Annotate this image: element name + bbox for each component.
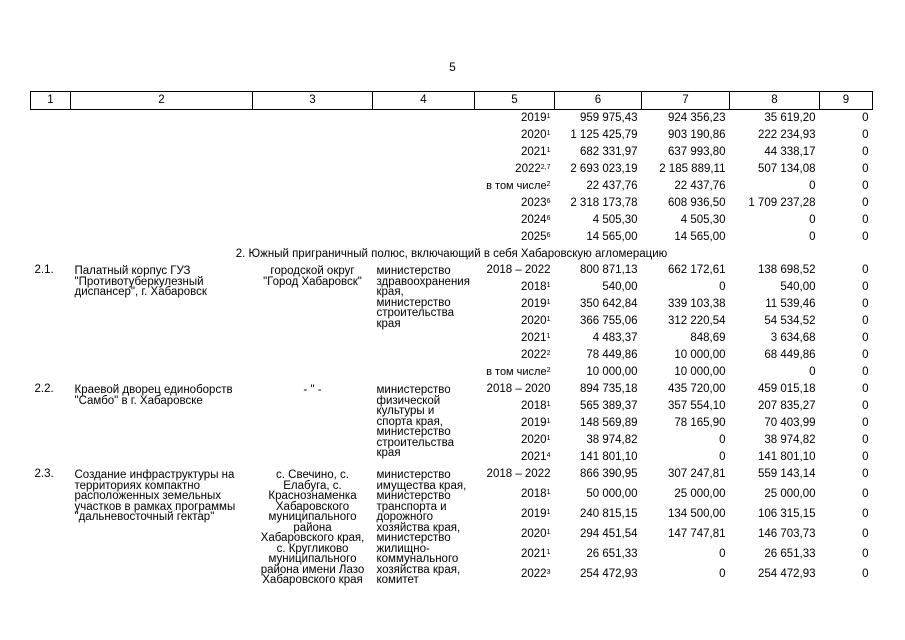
year-cell	[475, 313, 555, 330]
value-cell-v6: 565 389,37	[579, 400, 638, 412]
year-cell	[475, 526, 555, 546]
year-label: 2025	[521, 231, 547, 243]
year-cell	[475, 144, 555, 161]
value-cell-v8: 35 619,20	[764, 112, 816, 124]
value-cell-v6: 240 815,15	[579, 507, 638, 520]
value-cell-v6: 38 974,82	[586, 434, 638, 446]
value-cell-v6: 10 000,00	[586, 366, 638, 378]
year-cell	[475, 127, 555, 144]
item-executor: министерство имущества края, министерство транспорта и дорожного хозяйства края, министерство жилищно-коммунального хозяйства края, комитет	[376, 469, 467, 586]
value-cell-v7: 0	[719, 567, 726, 580]
value-cell-v6: 254 472,93	[579, 567, 638, 580]
value-cell-v6: 14 565,00	[586, 231, 638, 243]
table-row	[31, 212, 873, 229]
empty-cell	[253, 144, 373, 161]
empty-cell	[31, 229, 71, 246]
value-cell-v9: 0	[862, 468, 869, 480]
footnote-mark: 1	[546, 130, 551, 137]
empty-cell	[71, 144, 253, 161]
year-label: 2020	[521, 527, 547, 540]
value-cell-v9: 0	[862, 400, 869, 412]
footnote-mark: 2,7	[540, 164, 551, 171]
table-row	[31, 229, 873, 246]
table-row	[31, 178, 873, 195]
value-cell-v7: 435 720,00	[667, 383, 726, 395]
value-cell-v6: 2 318 173,78	[570, 197, 638, 209]
table-row	[31, 127, 873, 144]
value-cell-v6: 294 451,54	[579, 527, 638, 540]
empty-cell	[31, 144, 71, 161]
year-cell	[475, 466, 555, 486]
year-label: 2022	[521, 349, 547, 361]
value-cell-v7: 2 185 889,11	[659, 163, 726, 175]
value-cell-v8: 207 835,27	[757, 400, 816, 412]
item-location: с. Свечино, с. Елабуга, с. Краснознаменка Хабаровского муниципального района Хабаровского края, с. Кругликово муниципального района имени Лазо Хабаровского края	[260, 469, 365, 586]
value-cell-v7: 4 505,30	[680, 214, 726, 226]
footnote-mark: 1	[546, 548, 551, 556]
value-cell-v9: 0	[862, 163, 869, 175]
footnote-mark: 6	[546, 215, 551, 222]
footnote-mark: 1	[546, 528, 551, 536]
year-label: 2021	[521, 332, 547, 344]
value-cell-v6: 50 000,00	[586, 487, 638, 500]
empty-cell	[71, 110, 253, 128]
empty-cell	[253, 195, 373, 212]
year-cell	[475, 195, 555, 212]
empty-cell	[31, 110, 71, 128]
column-number-cell: 3	[253, 92, 373, 110]
year-label: 2018	[521, 281, 547, 293]
value-cell-v9: 0	[862, 567, 869, 580]
value-cell-v7: 307 247,81	[667, 468, 726, 480]
item-number: 2.2.	[34, 383, 54, 395]
footnote-mark: 1	[546, 333, 551, 340]
value-cell-v6: 800 871,13	[579, 264, 638, 276]
column-number-cell: 5	[475, 92, 555, 110]
value-cell-v7: 662 172,61	[667, 264, 726, 276]
value-cell-v8: 11 539,46	[765, 298, 816, 310]
value-cell-v9: 0	[862, 231, 869, 243]
year-label: 2019	[521, 112, 547, 124]
value-cell-v9: 0	[862, 417, 869, 429]
year-label: 2024	[521, 214, 547, 226]
value-cell-v8: 146 703,73	[757, 527, 816, 540]
value-cell-v6: 78 449,86	[586, 349, 638, 361]
value-cell-v8: 0	[809, 214, 816, 226]
value-cell-v6: 22 437,76	[586, 180, 638, 192]
value-cell-v9: 0	[862, 281, 869, 293]
empty-cell	[71, 229, 253, 246]
value-cell-v9: 0	[862, 146, 869, 158]
table-row	[31, 195, 873, 212]
value-cell-v8: 138 698,52	[757, 264, 816, 276]
value-cell-v6: 894 735,18	[579, 383, 638, 395]
year-label: в том числе	[486, 180, 547, 192]
value-cell-v6: 366 755,06	[579, 315, 638, 327]
value-cell-v9: 0	[862, 197, 869, 209]
footnote-mark: 1	[546, 147, 551, 154]
value-cell-v8: 0	[809, 366, 816, 378]
year-label: 2018 – 2022	[486, 264, 551, 276]
empty-cell	[253, 178, 373, 195]
column-number-cell: 9	[820, 92, 873, 110]
value-cell-v7: 608 936,50	[667, 197, 726, 209]
year-cell	[475, 432, 555, 449]
empty-cell	[31, 127, 71, 144]
table-row	[31, 161, 873, 178]
year-label: 2020	[521, 434, 547, 446]
footnote-mark: 2	[546, 350, 551, 357]
value-cell-v8: 459 015,18	[757, 383, 816, 395]
year-cell	[475, 262, 555, 279]
empty-cell	[373, 195, 475, 212]
value-cell-v8: 44 338,17	[764, 146, 816, 158]
empty-cell	[71, 161, 253, 178]
empty-cell	[253, 212, 373, 229]
value-cell-v7: 134 500,00	[667, 507, 726, 520]
column-number-cell: 6	[555, 92, 642, 110]
footnote-mark: 1	[546, 435, 551, 442]
value-cell-v9: 0	[862, 507, 869, 520]
value-cell-v8: 70 403,99	[764, 417, 816, 429]
year-label: 2019	[521, 507, 547, 520]
value-cell-v9: 0	[862, 383, 869, 395]
year-cell	[475, 110, 555, 128]
value-cell-v7: 0	[719, 434, 726, 446]
item-number: 2.3.	[34, 468, 54, 480]
value-cell-v8: 54 534,52	[764, 315, 816, 327]
year-label: 2021	[521, 451, 547, 463]
value-cell-v8: 3 634,68	[770, 332, 816, 344]
value-cell-v9: 0	[862, 315, 869, 327]
value-cell-v7: 147 747,81	[667, 527, 726, 540]
value-cell-v6: 26 651,33	[586, 547, 638, 560]
value-cell-v7: 924 356,23	[667, 112, 726, 124]
item-location: городской округ "Город Хабаровск"	[263, 265, 362, 288]
year-label: 2022	[515, 163, 541, 175]
year-label: 2020	[521, 315, 547, 327]
value-cell-v9: 0	[862, 298, 869, 310]
value-cell-v6: 141 801,10	[579, 451, 638, 463]
budget-table	[30, 91, 873, 586]
empty-cell	[373, 229, 475, 246]
year-cell	[475, 486, 555, 506]
year-cell	[475, 381, 555, 398]
item-name: Создание инфраструктуры на территориях компактно расположенных земельных участков в рамках программы "дальневосточный гектар"	[74, 469, 236, 523]
footnote-mark: 6	[546, 198, 551, 205]
empty-cell	[253, 110, 373, 128]
value-cell-v7: 25 000,00	[674, 487, 726, 500]
year-cell	[475, 161, 555, 178]
value-cell-v6: 4 505,30	[592, 214, 638, 226]
value-cell-v7: 848,69	[690, 332, 726, 344]
year-cell	[475, 364, 555, 381]
empty-cell	[253, 229, 373, 246]
value-cell-v8: 141 801,10	[757, 451, 816, 463]
value-cell-v7: 0	[719, 281, 726, 293]
value-cell-v7: 903 190,86	[667, 129, 726, 141]
column-number-cell: 8	[730, 92, 820, 110]
value-cell-v9: 0	[862, 366, 869, 378]
page-number: 5	[449, 60, 456, 74]
empty-cell	[31, 178, 71, 195]
item-number: 2.1.	[34, 264, 54, 276]
value-cell-v7: 10 000,00	[674, 349, 726, 361]
empty-cell	[31, 212, 71, 229]
year-cell	[475, 347, 555, 364]
year-cell	[475, 449, 555, 466]
value-cell-v6: 682 331,97	[579, 146, 638, 158]
footnote-mark: 1	[546, 316, 551, 323]
value-cell-v7: 14 565,00	[674, 231, 726, 243]
table-row	[31, 466, 873, 486]
value-cell-v8: 222 234,93	[757, 129, 816, 141]
section-title: 2. Южный приграничный полюс, включающий в себя Хабаровскую агломерацию	[235, 248, 668, 260]
empty-cell	[31, 161, 71, 178]
item-location: - " -	[303, 384, 322, 396]
value-cell-v9: 0	[862, 487, 869, 500]
empty-cell	[31, 195, 71, 212]
empty-cell	[373, 144, 475, 161]
empty-cell	[71, 212, 253, 229]
year-cell	[475, 546, 555, 566]
empty-cell	[71, 195, 253, 212]
footnote-mark: 4	[546, 452, 551, 459]
column-number-row	[31, 92, 873, 110]
year-label: 2021	[521, 146, 547, 158]
value-cell-v8: 1 709 237,28	[748, 197, 816, 209]
value-cell-v8: 540,00	[780, 281, 816, 293]
value-cell-v9: 0	[862, 112, 869, 124]
value-cell-v9: 0	[862, 434, 869, 446]
table-row	[31, 144, 873, 161]
section-row	[31, 246, 873, 262]
year-cell	[475, 330, 555, 347]
year-cell	[475, 229, 555, 246]
year-label: 2018 – 2020	[486, 383, 551, 395]
item-executor: министерство здравоохранения края, министерство строительства края	[376, 265, 470, 330]
value-cell-v8: 106 315,15	[757, 507, 816, 520]
year-label: 2022	[521, 567, 547, 580]
value-cell-v6: 4 483,37	[592, 332, 638, 344]
value-cell-v9: 0	[862, 349, 869, 361]
value-cell-v6: 959 975,43	[579, 112, 638, 124]
footnote-mark: 2	[546, 181, 551, 188]
value-cell-v6: 2 693 023,19	[570, 163, 638, 175]
value-cell-v8: 68 449,86	[764, 349, 816, 361]
year-label: 2019	[521, 417, 547, 429]
empty-cell	[373, 178, 475, 195]
year-label: 2019	[521, 298, 547, 310]
empty-cell	[373, 110, 475, 128]
value-cell-v9: 0	[862, 527, 869, 540]
year-cell	[475, 506, 555, 526]
value-cell-v7: 0	[719, 451, 726, 463]
value-cell-v8: 0	[809, 231, 816, 243]
value-cell-v8: 254 472,93	[757, 567, 816, 580]
value-cell-v8: 507 134,08	[757, 163, 816, 175]
footnote-mark: 1	[546, 418, 551, 425]
column-number-cell: 1	[31, 92, 71, 110]
value-cell-v7: 637 993,80	[667, 146, 726, 158]
item-executor: министерство физической культуры и спорта края, министерство строительства края	[376, 384, 454, 459]
empty-cell	[373, 212, 475, 229]
item-name: Палатный корпус ГУЗ "Противотуберкулезный диспансер", г. Хабаровск	[74, 265, 207, 298]
footnote-mark: 1	[546, 488, 551, 496]
value-cell-v6: 866 390,95	[579, 468, 638, 480]
value-cell-v7: 0	[719, 547, 726, 560]
table-row	[31, 110, 873, 128]
value-cell-v8: 26 651,33	[764, 547, 816, 560]
empty-cell	[253, 127, 373, 144]
year-cell	[475, 415, 555, 432]
year-label: в том числе	[486, 366, 547, 378]
year-label: 2018	[521, 487, 547, 500]
value-cell-v8: 559 143,14	[757, 468, 816, 480]
value-cell-v9: 0	[862, 451, 869, 463]
year-label: 2023	[521, 197, 547, 209]
year-label: 2018 – 2022	[486, 468, 551, 480]
footnote-mark: 1	[546, 508, 551, 516]
year-cell	[475, 296, 555, 313]
value-cell-v8: 25 000,00	[764, 487, 816, 500]
table-row	[31, 262, 873, 279]
value-cell-v9: 0	[862, 332, 869, 344]
value-cell-v7: 22 437,76	[674, 180, 726, 192]
value-cell-v8: 38 974,82	[764, 434, 816, 446]
year-cell	[475, 178, 555, 195]
value-cell-v7: 357 554,10	[667, 400, 726, 412]
year-label: 2020	[521, 129, 547, 141]
empty-cell	[71, 178, 253, 195]
column-number-cell: 2	[71, 92, 253, 110]
value-cell-v7: 10 000,00	[674, 366, 726, 378]
year-cell	[475, 279, 555, 296]
value-cell-v6: 350 642,84	[579, 298, 638, 310]
table-row	[31, 381, 873, 398]
footnote-mark: 1	[546, 299, 551, 306]
empty-cell	[71, 127, 253, 144]
value-cell-v9: 0	[862, 180, 869, 192]
value-cell-v9: 0	[862, 214, 869, 226]
value-cell-v7: 78 165,90	[674, 417, 726, 429]
year-label: 2018	[521, 400, 547, 412]
value-cell-v8: 0	[809, 180, 816, 192]
column-number-cell: 4	[373, 92, 475, 110]
year-cell	[475, 566, 555, 586]
value-cell-v7: 339 103,38	[667, 298, 726, 310]
footnote-mark: 2	[546, 367, 551, 374]
footnote-mark: 1	[546, 113, 551, 120]
footnote-mark: 1	[546, 401, 551, 408]
empty-cell	[373, 127, 475, 144]
value-cell-v9: 0	[862, 129, 869, 141]
year-cell	[475, 398, 555, 415]
footnote-mark: 3	[546, 568, 551, 576]
value-cell-v6: 540,00	[602, 281, 638, 293]
column-number-cell: 7	[642, 92, 730, 110]
value-cell-v6: 148 569,89	[579, 417, 638, 429]
value-cell-v7: 312 220,54	[667, 315, 726, 327]
value-cell-v6: 1 125 425,79	[570, 129, 638, 141]
empty-cell	[373, 161, 475, 178]
footnote-mark: 6	[546, 232, 551, 239]
year-cell	[475, 212, 555, 229]
empty-cell	[253, 161, 373, 178]
item-name: Краевой дворец единоборств "Самбо" в г. Хабаровске	[74, 384, 233, 407]
value-cell-v9: 0	[862, 547, 869, 560]
value-cell-v9: 0	[862, 264, 869, 276]
footnote-mark: 1	[546, 282, 551, 289]
year-label: 2021	[521, 547, 547, 560]
